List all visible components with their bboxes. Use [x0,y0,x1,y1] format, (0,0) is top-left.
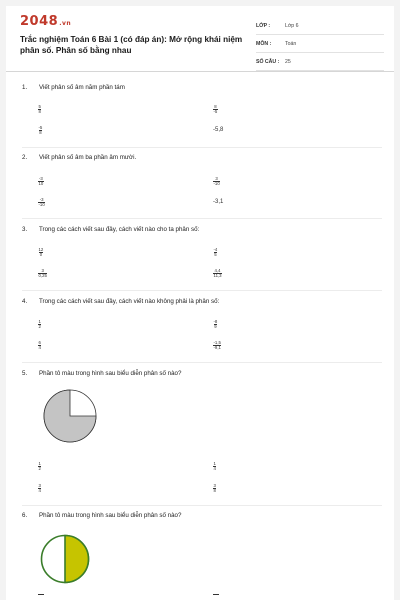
site-logo[interactable] [20,14,71,29]
question-2 [22,154,136,161]
meta-value: Toán [285,41,297,47]
question-3 [22,226,199,233]
fraction [213,177,220,187]
fraction [38,484,41,494]
divider [22,505,382,506]
option-text: -3,1 [213,199,224,205]
option-a-partial[interactable] [38,594,44,600]
logo-suffix: .vn [59,20,72,27]
numerator: 4,4 [214,268,221,273]
option-d[interactable] [213,127,223,133]
option-b[interactable] [213,105,218,115]
option-b[interactable] [213,177,220,187]
question-4 [22,298,219,305]
worksheet-meta [256,18,384,72]
numerator: 3 [38,483,41,488]
option-c[interactable] [38,198,45,208]
numerator: 6 [38,340,41,345]
numerator: 12 [38,247,44,252]
denominator: 2 [38,324,41,330]
numerator: 1 [213,461,216,466]
numerator: -4 [213,247,218,252]
denominator: 4 [38,345,41,351]
option-a[interactable] [38,320,41,330]
numerator: 1 [38,461,41,466]
fraction [38,177,44,187]
divider [22,362,382,363]
denominator: -9,1 [213,345,221,351]
option-c[interactable] [38,484,41,494]
option-d[interactable] [213,199,223,205]
option-c[interactable] [38,341,41,351]
denominator: -10 [38,202,45,208]
denominator: 10 [38,181,44,187]
question-1 [22,84,125,91]
numerator: 8 [214,104,217,109]
option-d[interactable] [213,341,221,351]
denominator: 11,3 [213,273,222,279]
fraction [38,269,47,279]
fraction [213,462,216,472]
denominator: 2 [38,466,41,472]
meta-label: SỐ CÂU : [256,59,280,65]
divider [22,147,382,148]
numerator: -8 [213,319,218,324]
fraction [38,105,41,115]
denominator: 0 [39,252,43,258]
divider [22,218,382,219]
option-text: -5,8 [213,127,224,133]
question-5 [22,370,181,377]
option-c[interactable] [38,269,47,279]
option-a[interactable] [38,462,41,472]
page-title: Trắc nghiệm Toán 6 Bài 1 (có đáp án): Mở rộng khái niệm phân số. Phân số bằng nhau [20,35,243,55]
fraction [213,269,222,279]
numerator: 3 [41,268,44,273]
meta-row-count [256,54,384,71]
option-c[interactable] [38,126,43,136]
numerator: 3 [213,483,216,488]
fraction [213,248,218,258]
numerator: -5 [38,125,43,130]
option-a[interactable] [38,248,44,258]
worksheet-header [6,6,394,72]
denominator: 4 [38,488,41,494]
denominator: 4 [213,466,216,472]
denominator: 5 [214,252,217,258]
question-number: 1. [22,84,28,91]
question-number: 6. [22,512,28,519]
fraction [213,320,218,330]
pie-figure-three-quarters [42,388,98,444]
option-b[interactable] [213,248,218,258]
meta-label: LỚP : [256,23,271,29]
question-text: Trong các cách viết sau đây, cách viết nào không phải là phân số: [39,298,220,305]
fraction [38,248,44,258]
fraction [38,126,43,136]
logo-text: 2048 [20,14,59,29]
numerator: -1,5 [213,340,221,345]
fraction [38,341,41,351]
option-b-partial[interactable] [213,594,219,600]
numerator: -3 [38,176,43,181]
option-a[interactable] [38,177,44,187]
worksheet-page [6,6,394,600]
question-text: Viết phân số âm năm phần tám [39,84,125,91]
option-d[interactable] [213,269,222,279]
denominator: 0,25 [38,273,47,279]
question-number: 2. [22,154,28,161]
denominator: 8 [213,488,216,494]
question-text: Phần tô màu trong hình sau biểu diễn phân số nào? [39,512,182,519]
meta-label: MÔN : [256,41,272,47]
fraction [213,341,221,351]
question-number: 5. [22,370,28,377]
fraction [38,462,41,472]
circle-figure-half-shaded [39,533,91,585]
fraction [38,320,41,330]
numerator: 5 [38,104,41,109]
fraction [38,198,45,208]
meta-value: Lớp 6 [285,23,299,29]
meta-value: 25 [285,59,291,65]
option-a[interactable] [38,105,41,115]
denominator: 8 [38,109,41,115]
numerator: 1 [38,319,41,324]
option-b[interactable] [213,462,216,472]
numerator: -3 [39,197,44,202]
question-text: Trong các cách viết sau đây, cách viết nào cho ta phân số: [39,226,200,233]
divider [22,290,382,291]
denominator: -10 [213,181,220,187]
question-6 [22,512,181,519]
question-text: Viết phân số âm ba phần âm mười. [39,154,137,161]
fraction [213,105,218,115]
meta-row-subject [256,36,384,53]
numerator: 3 [215,176,218,181]
question-number: 4. [22,298,28,305]
option-d[interactable] [213,484,216,494]
denominator: -5 [213,109,218,115]
denominator: 8 [39,130,42,136]
meta-row-class [256,18,384,35]
question-number: 3. [22,226,28,233]
option-b[interactable] [213,320,218,330]
fraction [213,484,216,494]
circle-shaded-half [65,536,88,583]
question-text: Phần tô màu trong hình sau biểu diễn phân số nào? [39,370,182,377]
denominator: 9 [214,324,217,330]
